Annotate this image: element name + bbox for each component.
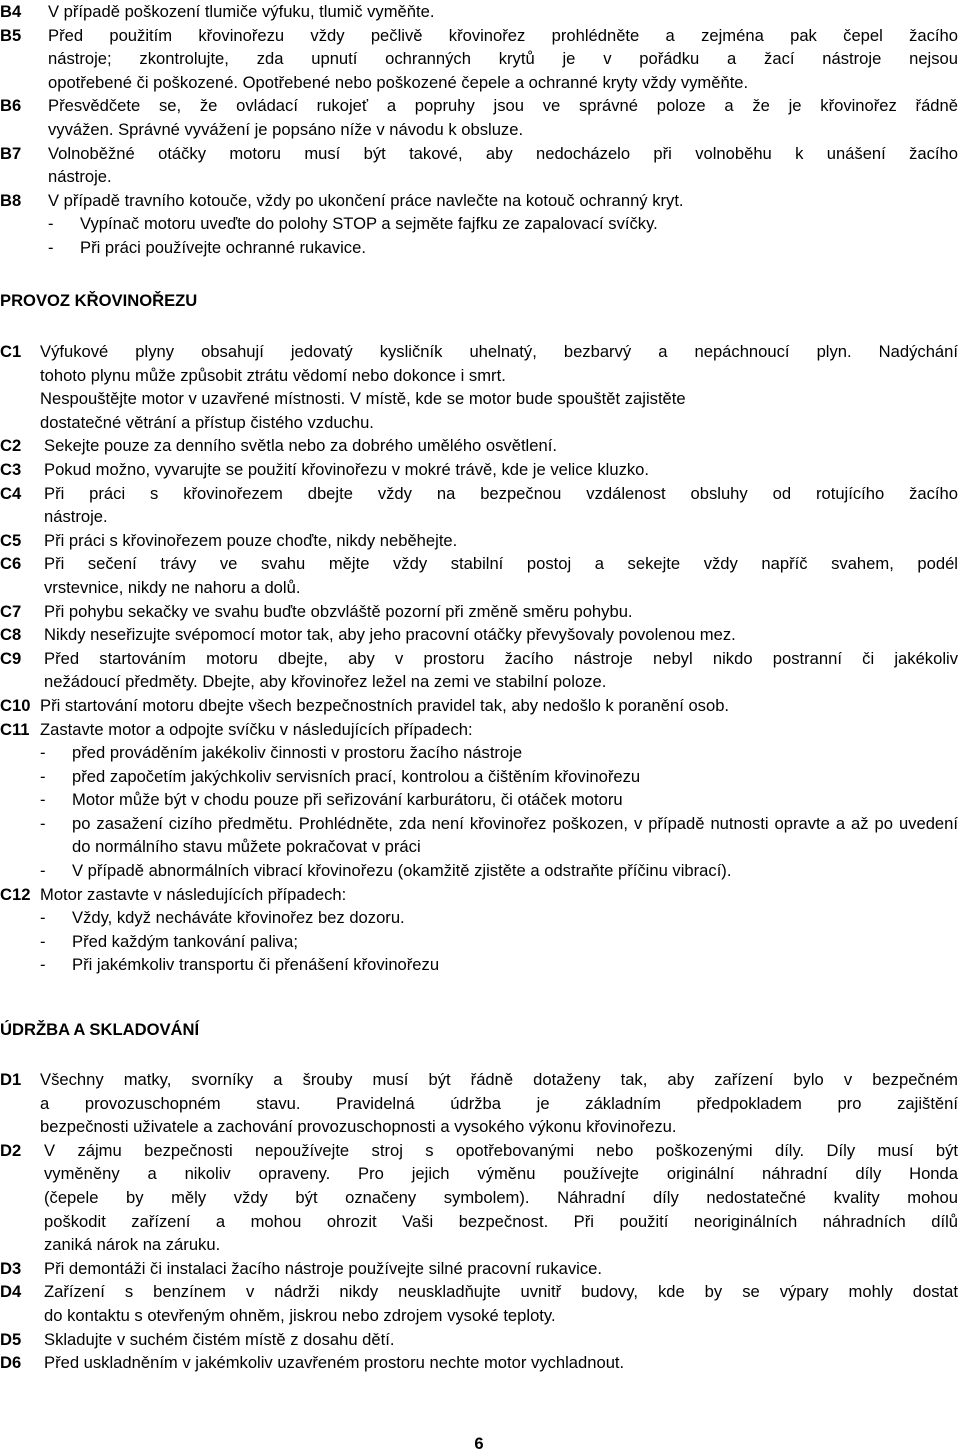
item-label: C10	[0, 695, 31, 715]
item-label: C2	[0, 436, 22, 456]
item-text: Před uskladněním v jakémkoliv uzavřeném prostoru nechte motor vychladnout.	[44, 1353, 625, 1373]
section-c-list	[0, 340, 958, 977]
list-item	[0, 1351, 958, 1375]
section-heading-udrzba: ÚDRŽBA A SKLADOVÁNÍ	[0, 1020, 200, 1039]
list-item	[0, 458, 958, 482]
sub-item: - Před každým tankování paliva;	[40, 931, 298, 951]
item-text: poškodit zařízení a mohou ohrozit Vaši bezpečnost. Při použití neoriginálních náhradních dílů	[44, 1211, 958, 1231]
section-heading-provoz: PROVOZ KŘOVINOŘEZU	[0, 291, 198, 310]
item-label: D1	[0, 1070, 22, 1089]
item-label: C8	[0, 625, 22, 645]
item-text: bezpečnosti uživatele a zachování provozuschopnosti a vysokého výkonu křovinořezu.	[40, 1117, 677, 1137]
list-item	[0, 1328, 958, 1352]
sub-item: - po zasažení cizího předmětu. Prohlédněte, zda není křovinořez poškozen, v případě nutnosti opravte a až po uvedení do normálního stavu můžete pokračovat v práci	[40, 813, 958, 857]
item-text: nástroje.	[48, 167, 112, 187]
item-text: (čepele by měly vždy být označeny symbolem). Náhradní díly nedostatečné kvality mohou	[44, 1187, 958, 1207]
sub-list	[0, 741, 958, 883]
item-text: Zařízení s benzínem v nádrži nikdy neuskladňujte uvnitř budovy, kde by se výpary mohly dostat	[44, 1282, 958, 1302]
sub-item: - před započetím jakýchkoliv servisních prací, kontrolou a čištěním křovinořezu	[40, 766, 641, 786]
item-label: C5	[0, 530, 22, 550]
page-number: 6	[474, 1434, 484, 1453]
item-text: vyměněny a nikoliv opraveny. Pro jejich výměnu používejte originální náhradní díly Honda	[44, 1164, 958, 1184]
item-label: C6	[0, 554, 22, 574]
item-text: Sekejte pouze za denního světla nebo za dobrého umělého osvětlení.	[44, 436, 557, 456]
item-text: Výfukové plyny obsahují jedovatý kysličník uhelnatý, bezbarvý a nepáchnoucí plyn. Nadýchání	[40, 342, 958, 361]
item-label: D6	[0, 1353, 22, 1373]
list-item	[0, 1280, 958, 1327]
item-text: Skladujte v suchém čistém místě z dosahu dětí.	[44, 1329, 395, 1349]
sub-item: - před prováděním jakékoliv činnosti v prostoru žacího nástroje	[40, 743, 523, 763]
item-text: zaniká nárok na záruku.	[44, 1235, 221, 1255]
sub-item: - Vždy, když necháváte křovinořez bez dozoru.	[40, 908, 405, 928]
list-item	[0, 647, 958, 694]
list-item	[0, 1068, 958, 1139]
item-label: C4	[0, 483, 22, 503]
list-item	[0, 482, 958, 529]
item-text: Při startování motoru dbejte všech bezpečnostních pravidel tak, aby nedošlo k poranění osob.	[40, 695, 730, 715]
section-b-list	[0, 0, 958, 260]
item-text: V případě poškození tlumiče výfuku, tlumič vyměňte.	[48, 2, 435, 21]
item-text: Nespouštějte motor v uzavřené místnosti. V místě, kde se motor bude spouštět zajistěte	[40, 389, 686, 409]
sub-item: - Motor může být v chodu pouze při seřizování karburátoru, či otáček motoru	[40, 790, 623, 810]
item-text: vrstevnice, nikdy ne nahoru a dolů.	[44, 577, 301, 597]
item-label: D2	[0, 1140, 22, 1160]
section-d-list	[0, 1068, 958, 1375]
item-label: B8	[0, 190, 22, 210]
item-text: Při demontáži či instalaci žacího nástroje používejte silné pracovní rukavice.	[44, 1258, 603, 1278]
item-text: dostatečné větrání a přístup čistého vzduchu.	[40, 412, 374, 432]
item-label: C1	[0, 342, 22, 361]
item-label: B6	[0, 96, 22, 116]
item-text: Před startováním motoru dbejte, aby v prostoru žacího nástroje nebyl nikdo postranní či jakékoliv	[44, 648, 958, 668]
item-text: Při práci s křovinořezem pouze choďte, nikdy neběhejte.	[44, 530, 458, 550]
item-label: B7	[0, 143, 22, 163]
item-label: B4	[0, 2, 22, 21]
item-text: Při sečení trávy ve svahu mějte vždy stabilní postoj a sekejte vždy napříč svahem, podél	[44, 554, 958, 574]
item-text: Všechny matky, svorníky a šrouby musí být řádně dotaženy tak, aby zařízení bylo v bezpečném	[40, 1070, 958, 1089]
list-item	[0, 552, 958, 599]
item-text: Nikdy neseřizujte svépomocí motor tak, aby jeho pracovní otáčky převyšovaly povolenou mez.	[44, 625, 736, 645]
item-text: opotřebené či poškozené. Opotřebené nebo poškozené čepele a ochranné kryty vždy vyměňte.	[48, 72, 749, 92]
sub-item: - Při jakémkoliv transportu či přenášení křovinořezu	[40, 955, 440, 975]
item-text: Volnoběžné otáčky motoru musí být takové, aby nedocházelo při volnoběhu k unášení žacího	[48, 143, 958, 163]
list-item	[0, 1257, 958, 1281]
item-text: a provozuschopném stavu. Pravidelná údržba je základním předpokladem pro zajištění	[40, 1093, 958, 1113]
item-label: C9	[0, 648, 22, 668]
item-text: Při práci s křovinořezem dbejte vždy na bezpečnou vzdálenost obsluhy od rotujícího žacího	[44, 483, 958, 503]
item-text: nástroje.	[44, 507, 108, 527]
list-item	[0, 883, 958, 907]
item-text: tohoto plynu může způsobit ztrátu vědomí nebo dokonce i smrt.	[40, 365, 506, 385]
item-text: V zájmu bezpečnosti nepoužívejte stroj s opotřebovanými nebo poškozenými díly. Díly musí být	[44, 1140, 958, 1160]
item-label: C7	[0, 601, 22, 621]
item-text: Pokud možno, vyvarujte se použití křovinořezu v mokré trávě, kde je velice kluzko.	[44, 459, 650, 479]
item-text: nástroje; zkontrolujte, zda upnutí ochranných krytů je v pořádku a žací nástroje nejsou	[48, 49, 958, 69]
item-label: D5	[0, 1329, 22, 1349]
list-item	[0, 24, 958, 95]
list-item	[0, 1139, 958, 1257]
list-item	[0, 434, 958, 458]
item-text: do kontaktu s otevřeným ohněm, jiskrou nebo zdrojem vysoké teploty.	[44, 1305, 556, 1325]
item-label: D3	[0, 1258, 22, 1278]
sub-item: - Při práci používejte ochranné rukavice.	[48, 237, 366, 257]
item-text: Při pohybu sekačky ve svahu buďte obzvláště pozorní při změně směru pohybu.	[44, 601, 633, 621]
item-text: V případě travního kotouče, vždy po ukončení práce navlečte na kotouč ochranný kryt.	[48, 190, 684, 210]
item-label: D4	[0, 1282, 22, 1302]
item-text: Zastavte motor a odpojte svíčku v následujících případech:	[40, 719, 473, 739]
list-item	[0, 694, 958, 718]
list-item	[0, 94, 958, 141]
list-item	[0, 623, 958, 647]
item-text: vyvážen. Správné vyvážení je popsáno níže v návodu k obsluze.	[48, 119, 524, 139]
list-item	[0, 142, 958, 189]
list-item	[0, 529, 958, 553]
list-item	[0, 189, 958, 260]
sub-list	[0, 906, 958, 977]
item-label: C3	[0, 459, 22, 479]
item-text: Před použitím křovinořezu vždy pečlivě křovinořez prohlédněte a zejména pak čepel žacího	[48, 25, 958, 45]
item-text: Přesvědčete se, že ovládací rukojeť a popruhy jsou ve správné poloze a že je křovinořez řádně	[48, 96, 958, 116]
list-item	[0, 0, 958, 24]
list-item	[0, 340, 958, 434]
item-label: C11	[0, 719, 30, 739]
item-label: C12	[0, 884, 31, 904]
sub-item: - V případě abnormálních vibrací křovinořezu (okamžitě zjistěte a odstraňte příčinu vibrací).	[40, 861, 732, 881]
item-text: nežádoucí předměty. Dbejte, aby křovinořez ležel na zemi ve stabilní poloze.	[44, 672, 607, 692]
sub-item: - Vypínač motoru uveďte do polohy STOP a sejměte fajfku ze zapalovací svíčky.	[48, 214, 658, 234]
item-text: Motor zastavte v následujících případech:	[40, 884, 347, 904]
list-item	[0, 600, 958, 624]
list-item	[0, 718, 958, 742]
item-label: B5	[0, 25, 22, 45]
